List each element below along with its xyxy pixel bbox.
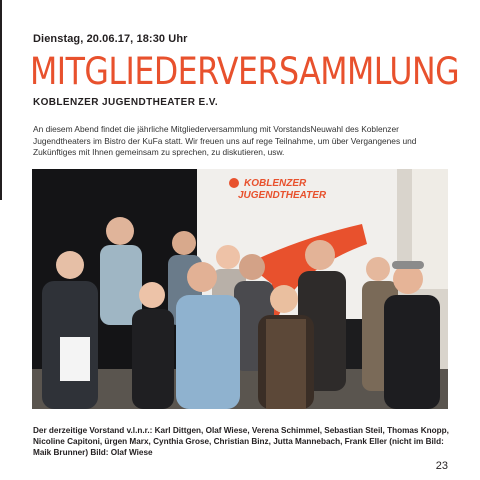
left-margin-rule <box>0 0 2 200</box>
page-title: MITGLIEDERVERSAMMLUNG <box>30 50 460 93</box>
article-body: An diesem Abend findet die jährliche Mitgliederversammlung mit VorstandsNeuwahl des Koblenzer Jugendtheaters im Bistro der KuFa statt. Wir freuen uns auf rege Teilnahme, um über Vergangenes und Zukünftiges mit Ihnen gemeinsam zu sprechen, zu diskutieren, usw. <box>33 124 417 157</box>
organization-name: KOBLENZER JUGENDTHEATER E.V. <box>33 97 219 108</box>
group-photo <box>32 169 448 409</box>
photo-caption: Der derzeitige Vorstand v.l.n.r.: Karl Dittgen, Olaf Wiese, Verena Schimmel, Sebastian Steil, Thomas Knopp, Nicoline Capitoni, ürgen Marx, Cynthia Grose, Christian Binz, Jutta Mannebach, Frank Eller (nicht im Bild: Maik Brunner) Bild: Olaf Wiese <box>33 426 449 457</box>
event-date-time: Dienstag, 20.06.17, 18:30 Uhr <box>33 33 188 45</box>
banner-line-2: JUGENDTHEATER <box>238 190 327 201</box>
banner-line-1: KOBLENZER <box>244 178 307 189</box>
page-number: 23 <box>435 460 448 472</box>
